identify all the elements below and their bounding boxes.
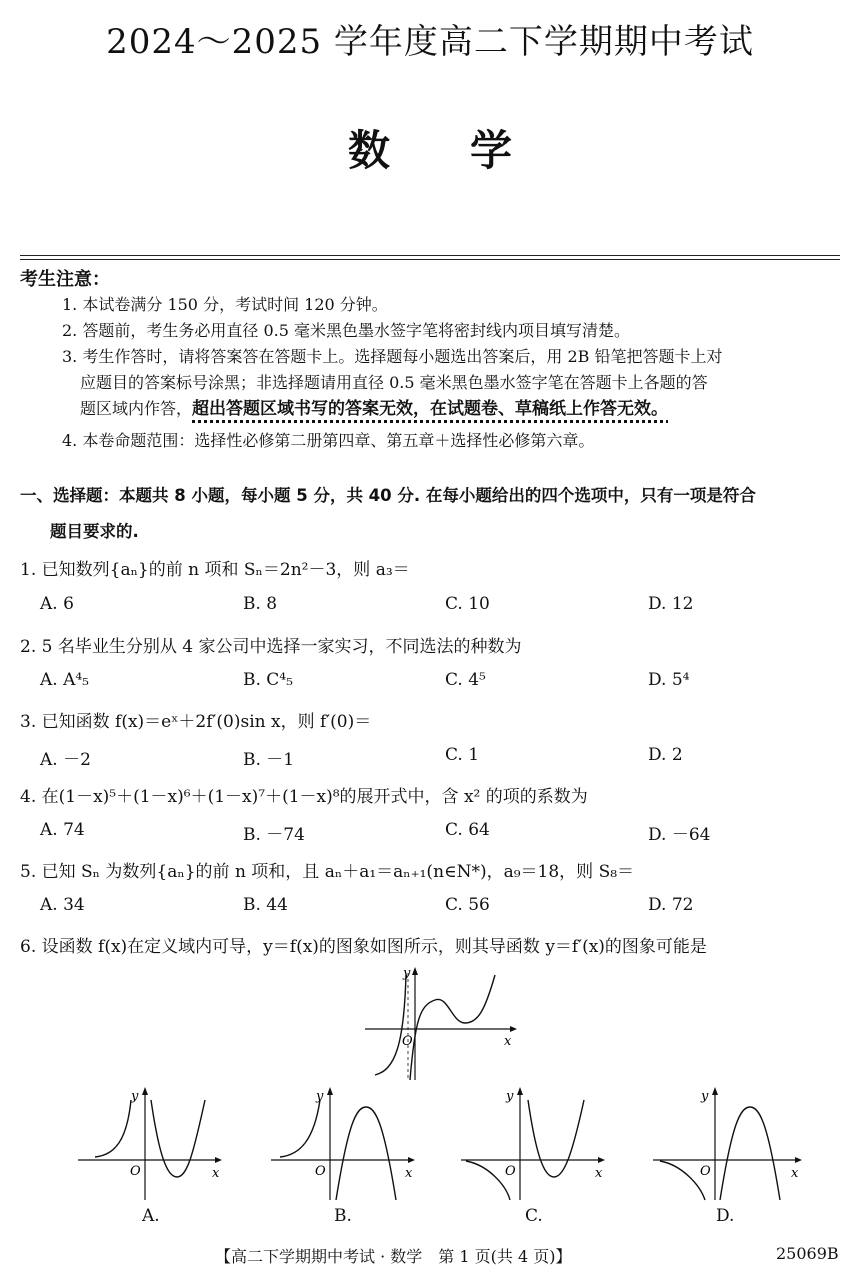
origin-label: O — [130, 1164, 141, 1179]
question-stem: 3. 已知函数 f(x)＝eˣ＋2f′(0)sin x，则 f′(0)＝ — [20, 712, 372, 732]
notice-item-1: 1. 本试卷满分 150 分，考试时间 120 分钟。 — [62, 295, 388, 314]
origin-label: O — [402, 1034, 413, 1049]
x-axis-arrow-icon — [598, 1157, 605, 1163]
option-graph-a[interactable] — [75, 1085, 225, 1203]
notice-item-3-cont — [80, 396, 668, 422]
notice-text: 题区域内作答， — [80, 399, 193, 418]
option-a[interactable]: A. 74 — [40, 820, 85, 840]
option-b[interactable]: B. 44 — [243, 895, 288, 915]
function-graph-figure — [360, 965, 520, 1085]
section-heading: 一、选择题：本题共 8 小题，每小题 5 分，共 40 分. 在每小题给出的四个选项中，只有一项是符合 — [20, 486, 756, 505]
notice-item-3: 3. 考生作答时，请将答案答在答题卡上。选择题每小题选出答案后，用 2B 铅笔把答题卡上对 — [62, 347, 723, 366]
option-d[interactable]: D. 5⁴ — [648, 670, 690, 690]
curve-right-branch — [151, 1100, 205, 1177]
curve-left-branch — [95, 1100, 131, 1157]
section-heading-cont: 题目要求的. — [50, 522, 139, 541]
y-axis-label: y — [506, 1089, 514, 1104]
origin-label: O — [315, 1164, 326, 1179]
option-b[interactable]: B. －1 — [243, 750, 295, 770]
curve-right-branch — [720, 1107, 780, 1200]
option-b[interactable]: B. －74 — [243, 825, 305, 845]
y-axis-arrow-icon — [517, 1087, 523, 1095]
page-footer: 【高二下学期期中考试 · 数学 第 1 页(共 4 页)】 — [215, 1247, 572, 1266]
notice-heading: 考生注意： — [20, 269, 110, 290]
y-axis-label: y — [403, 966, 411, 981]
question-stem: 2. 5 名毕业生分别从 4 家公司中选择一家实习，不同选法的种数为 — [20, 637, 522, 657]
x-axis-arrow-icon — [408, 1157, 415, 1163]
curve-right-branch — [528, 1100, 584, 1177]
origin-label: O — [505, 1164, 516, 1179]
curve-left-branch — [660, 1161, 705, 1200]
option-b-label[interactable]: B. — [334, 1206, 352, 1226]
y-axis-label: y — [316, 1089, 324, 1104]
y-axis-label: y — [131, 1089, 139, 1104]
option-c-label[interactable]: C. — [525, 1206, 543, 1226]
option-a[interactable]: A. 34 — [40, 895, 85, 915]
option-c[interactable]: C. 56 — [445, 895, 490, 915]
question-stem: 6. 设函数 f(x)在定义域内可导，y＝f(x)的图象如图所示，则其导函数 y＝f′(x)的图象可能是 — [20, 937, 707, 957]
y-axis-arrow-icon — [142, 1087, 148, 1095]
option-c[interactable]: C. 64 — [445, 820, 490, 840]
option-a[interactable]: A. －2 — [40, 750, 91, 770]
option-d-label[interactable]: D. — [716, 1206, 735, 1226]
curve-left-branch — [280, 1100, 320, 1157]
x-axis-label: x — [791, 1166, 799, 1181]
x-axis-label: x — [212, 1166, 220, 1181]
option-graph-d[interactable] — [650, 1085, 805, 1203]
y-axis-arrow-icon — [712, 1087, 718, 1095]
x-axis-label: x — [595, 1166, 603, 1181]
option-graph-c[interactable] — [458, 1085, 608, 1203]
curve-left-branch — [375, 975, 406, 1075]
option-d[interactable]: D. －64 — [648, 825, 711, 845]
option-c[interactable]: C. 1 — [445, 745, 480, 765]
exam-title: 2024～2025 学年度高二下学期期中考试 — [106, 22, 754, 62]
x-axis-label: x — [405, 1166, 413, 1181]
option-a[interactable]: A. A⁴₅ — [40, 670, 89, 690]
x-axis-arrow-icon — [510, 1026, 517, 1032]
option-b[interactable]: B. 8 — [243, 594, 278, 614]
question-stem: 5. 已知 Sₙ 为数列{aₙ}的前 n 项和，且 aₙ＋a₁＝aₙ₊₁(n∈N*)，a₉＝18，则 S₈＝ — [20, 862, 635, 882]
emphasis-text: 超出答题区域书写的答案无效，在试题卷、草稿纸上作答无效。 — [192, 399, 669, 419]
option-c[interactable]: C. 10 — [445, 594, 490, 614]
option-d[interactable]: D. 2 — [648, 745, 683, 765]
question-stem: 4. 在(1－x)⁵＋(1－x)⁶＋(1－x)⁷＋(1－x)⁸的展开式中，含 x² 的项的系数为 — [20, 787, 588, 807]
x-axis-arrow-icon — [795, 1157, 802, 1163]
origin-label: O — [700, 1164, 711, 1179]
option-d[interactable]: D. 72 — [648, 895, 694, 915]
subject-title: 数学 — [347, 126, 592, 175]
exam-code: 25069B — [776, 1244, 839, 1263]
curve-right-branch — [336, 1107, 396, 1200]
option-c[interactable]: C. 4⁵ — [445, 670, 486, 690]
notice-item-2: 2. 答题前，考生务必用直径 0.5 毫米黑色墨水签字笔将密封线内项目填写清楚。 — [62, 321, 630, 340]
y-axis-arrow-icon — [412, 967, 418, 975]
x-axis-label: x — [504, 1034, 512, 1049]
curve-left-branch — [466, 1161, 510, 1200]
option-d[interactable]: D. 12 — [648, 594, 694, 614]
curve-right-branch — [410, 975, 495, 1080]
option-graph-b[interactable] — [268, 1085, 418, 1203]
x-axis-arrow-icon — [215, 1157, 222, 1163]
option-b[interactable]: B. C⁴₅ — [243, 670, 293, 690]
divider-line — [20, 259, 840, 260]
divider-line — [20, 255, 840, 256]
option-a-label[interactable]: A. — [142, 1206, 160, 1226]
notice-item-3-cont: 应题目的答案标号涂黑；非选择题请用直径 0.5 毫米黑色墨水签字笔在答题卡上各题的答 — [80, 373, 708, 392]
option-a[interactable]: A. 6 — [40, 594, 74, 614]
y-axis-label: y — [701, 1089, 709, 1104]
notice-item-4: 4. 本卷命题范围：选择性必修第二册第四章、第五章＋选择性必修第六章。 — [62, 431, 595, 450]
y-axis-arrow-icon — [327, 1087, 333, 1095]
question-stem: 1. 已知数列{aₙ}的前 n 项和 Sₙ＝2n²－3，则 a₃＝ — [20, 560, 410, 580]
